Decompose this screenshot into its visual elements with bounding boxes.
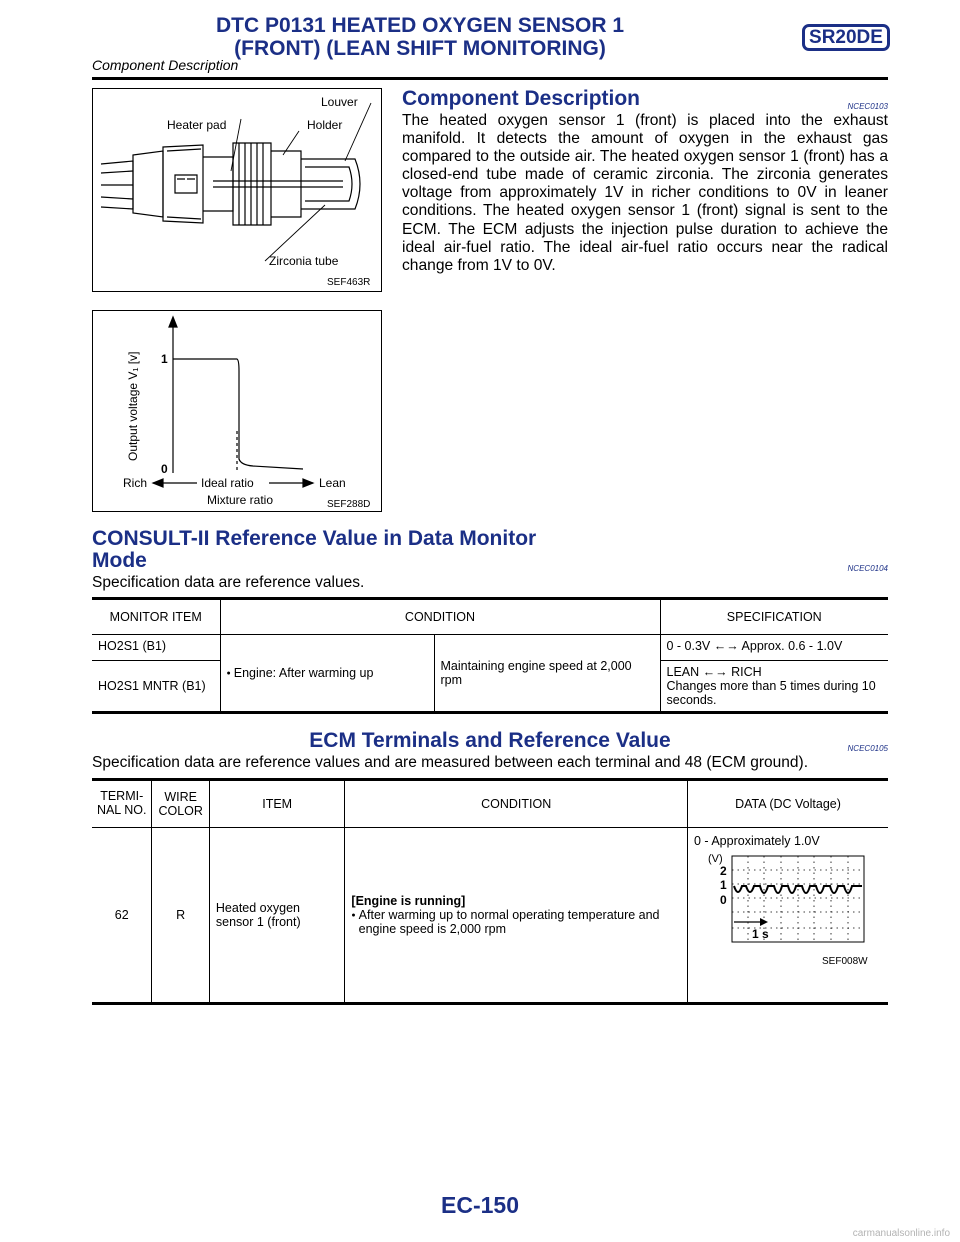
ecm-condition-title: [Engine is running] — [351, 894, 466, 908]
scope-v1: 1 — [719, 878, 727, 892]
page-header-title — [0, 14, 840, 60]
ecm-heading: ECM Terminals and Reference Value — [309, 729, 671, 752]
ecm-terminal-no: 62 — [92, 828, 152, 1004]
ecm-table — [92, 778, 888, 1005]
scope-v0: 0 — [719, 893, 727, 907]
ecm-condition — [345, 828, 688, 1004]
consult-note: Specification data are reference values. — [92, 574, 365, 591]
consult-col-specification: SPECIFICATION — [660, 599, 888, 635]
engine-badge: SR20DE — [802, 24, 890, 51]
consult-condition-b: Maintaining engine speed at 2,000 rpm — [434, 635, 660, 713]
oscilloscope-waveform — [694, 848, 882, 978]
graph-y-tick-high: 1 — [161, 352, 168, 366]
ecm-col-terminal: TERMI-NAL NO. — [92, 780, 152, 828]
graph-y-tick-low: 0 — [161, 462, 168, 476]
ecm-col-item: ITEM — [209, 780, 345, 828]
header-rule — [92, 77, 888, 80]
component-paragraph: The heated oxygen sensor 1 (front) is placed into the exhaust manifold. It detects the amount of oxygen in the exhaust gas compared to the outside air. The heated oxygen sensor 1 (front) has a closed-end tube made of ceramic zirconia. The zirconia generates voltage from approximately 1V in richer conditions to 0V in leaner conditions. The heated oxygen sensor 1 (front) signal is sent to the ECM. The ECM adjusts the injection pulse duration to achieve the ideal air-fuel ratio. The ideal air-fuel ratio occurs near the radical change from 1V to 0V. — [402, 112, 888, 274]
consult-row1-item: HO2S1 (B1) — [92, 635, 220, 661]
sensor-cross-section-drawing — [93, 89, 381, 291]
label-holder: Holder — [307, 118, 343, 132]
consult-row1-spec: 0 - 0.3V ←→ Approx. 0.6 - 1.0V — [660, 635, 888, 661]
voltage-graph-figure — [92, 310, 382, 512]
ecm-condition-bullet: ● After warming up to normal operating temperature and engine speed is 2,000 rpm — [351, 908, 681, 936]
ecm-ref-code: NCEC0105 — [847, 744, 888, 753]
ecm-table-header — [92, 780, 888, 828]
ecm-section — [92, 730, 888, 772]
header-subtitle: Component Description — [92, 57, 239, 73]
component-heading: Component Description — [402, 87, 641, 110]
table-row — [92, 635, 888, 661]
scope-v2: 2 — [719, 864, 727, 878]
component-description-section — [402, 88, 888, 275]
consult-heading-line2: Mode — [92, 549, 147, 572]
label-heater-pad: Heater pad — [167, 118, 227, 132]
consult-ref-code: NCEC0104 — [847, 564, 888, 573]
scope-time-label: 1 s — [751, 927, 769, 941]
graph-x-axis-label: Mixture ratio — [207, 493, 274, 507]
header-title-line1: DTC P0131 HEATED OXYGEN SENSOR 1 — [215, 14, 625, 37]
graph-lean-label: Lean — [319, 476, 346, 490]
ecm-note: Specification data are reference values and are measured between each terminal and 48 (ECM ground). — [92, 754, 808, 771]
consult-table — [92, 597, 888, 714]
graph-ideal-label: Ideal ratio — [201, 476, 254, 490]
component-ref-code: NCEC0103 — [847, 102, 888, 111]
watermark: carmanualsonline.info — [852, 1228, 950, 1239]
consult-section — [92, 528, 888, 592]
ecm-col-wire: WIRE COLOR — [152, 780, 209, 828]
consult-table-header — [92, 599, 888, 635]
graph-y-axis-label: Output voltage V₁ [v] — [126, 351, 140, 461]
graph-rich-label: Rich — [123, 476, 148, 490]
sensor-diagram-figure — [92, 88, 382, 292]
ecm-col-condition: CONDITION — [345, 780, 688, 828]
scope-unit: (V) — [707, 853, 723, 865]
consult-col-condition: CONDITION — [220, 599, 660, 635]
figure2-code: SEF288D — [327, 499, 371, 510]
ecm-item: Heated oxygen sensor 1 (front) — [209, 828, 345, 1004]
label-louver: Louver — [321, 95, 358, 109]
ecm-col-data: DATA (DC Voltage) — [687, 780, 888, 828]
label-zirconia-tube: Zirconia tube — [269, 254, 339, 268]
header-title-line2: (FRONT) (LEAN SHIFT MONITORING) — [234, 37, 606, 60]
consult-row2-item: HO2S1 MNTR (B1) — [92, 661, 220, 713]
consult-col-monitor-item: MONITOR ITEM — [92, 599, 220, 635]
ecm-data-text: 0 - Approximately 1.0V — [693, 834, 820, 848]
page-number: EC-150 — [441, 1192, 519, 1218]
output-voltage-graph — [93, 311, 381, 511]
consult-condition-a: ● Engine: After warming up — [220, 635, 434, 713]
ecm-wire-color: R — [152, 828, 209, 1004]
table-row — [92, 828, 888, 1004]
consult-heading-line1: CONSULT-II Reference Value in Data Monitor — [92, 527, 537, 550]
consult-row2-spec: LEAN ←→ RICH Changes more than 5 times during 10 seconds. — [660, 661, 888, 713]
figure1-code: SEF463R — [327, 277, 371, 288]
ecm-data — [687, 828, 888, 1004]
scope-figure-code: SEF008W — [821, 956, 868, 967]
